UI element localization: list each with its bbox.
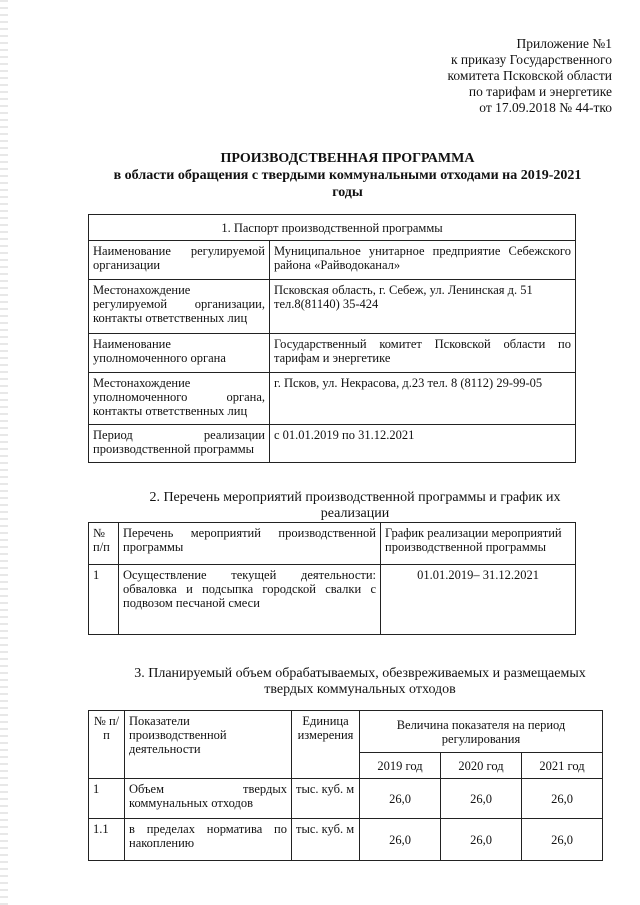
volume-indicator: в пределах норматива по накоплению — [125, 819, 292, 861]
passport-label: Наименование уполномоченного органа — [89, 334, 270, 373]
volume-header-year: 2019 год — [360, 753, 441, 779]
program-subtitle: в области обращения с твердыми коммунальными отходами на 2019-2021 — [113, 168, 582, 183]
table-row — [89, 819, 603, 861]
volume-table — [88, 710, 603, 861]
appendix-line: от 17.09.2018 № 44-тко — [479, 100, 612, 115]
program-title: ПРОИЗВОДСТВЕННАЯ ПРОГРАММА — [220, 151, 475, 166]
appendix-line: к приказу Государственного — [450, 52, 612, 67]
volume-num: 1.1 — [89, 819, 125, 861]
volume-header-year: 2021 год — [522, 753, 603, 779]
volume-header-num: № п/п — [89, 711, 125, 779]
measures-table — [88, 522, 576, 635]
passport-value: Псковская область, г. Себеж, ул. Ленинская д. 51 тел.8(81140) 35-424 — [270, 280, 576, 334]
measures-header-num: № п/п — [89, 523, 119, 565]
section-2-title — [120, 490, 590, 522]
volume-value: 26,0 — [360, 779, 441, 819]
passport-label: Местонахождение регулируемой организации, контакты ответственных лиц — [89, 280, 270, 334]
document-heading — [95, 150, 600, 201]
volume-value: 26,0 — [360, 819, 441, 861]
passport-value: Государственный комитет Псковской области по тарифам и энергетике — [270, 334, 576, 373]
appendix-line: по тарифам и энергетике — [468, 84, 612, 99]
measures-header-schedule: График реализации мероприятий производственной программы — [381, 523, 576, 565]
section-2-title-line: реализации — [320, 506, 390, 521]
measures-num: 1 — [89, 565, 119, 635]
section-3-title-line: твердых коммунальных отходов — [264, 682, 456, 697]
volume-header-year: 2020 год — [441, 753, 522, 779]
volume-header-unit: Единица измерения — [292, 711, 360, 779]
section-2-title-line: 2. Перечень мероприятий производственной программы и график их — [149, 490, 561, 505]
table-row — [89, 779, 603, 819]
program-subtitle-end: годы — [332, 185, 363, 200]
volume-value: 26,0 — [522, 819, 603, 861]
passport-value: г. Псков, ул. Некрасова, д.23 тел. 8 (8112) 29-99-05 — [270, 373, 576, 425]
passport-value: с 01.01.2019 по 31.12.2021 — [270, 425, 576, 463]
table-row — [89, 565, 576, 635]
appendix-block — [352, 36, 612, 116]
volume-unit: тыс. куб. м — [292, 819, 360, 861]
volume-value: 26,0 — [441, 819, 522, 861]
measures-name: Осуществление текущей деятельности: обваловка и подсыпка городской свалки с подвозом песчаной смеси — [119, 565, 381, 635]
passport-label: Местонахождение уполномоченного органа, контакты ответственных лиц — [89, 373, 270, 425]
passport-value: Муниципальное унитарное предприятие Себежского района «Райводоканал» — [270, 241, 576, 280]
volume-indicator: Объем твердых коммунальных отходов — [125, 779, 292, 819]
scan-edge — [0, 0, 8, 905]
measures-schedule: 01.01.2019– 31.12.2021 — [381, 565, 576, 635]
measures-header-name: Перечень мероприятий производственной программы — [119, 523, 381, 565]
volume-value: 26,0 — [522, 779, 603, 819]
passport-table — [88, 214, 576, 463]
volume-value: 26,0 — [441, 779, 522, 819]
appendix-line: комитета Псковской области — [447, 68, 612, 83]
volume-unit: тыс. куб. м — [292, 779, 360, 819]
passport-header: 1. Паспорт производственной программы — [89, 215, 576, 241]
volume-header-period: Величина показателя на период регулирования — [360, 711, 603, 753]
appendix-line: Приложение №1 — [516, 36, 612, 51]
passport-label: Наименование регулируемой организации — [89, 241, 270, 280]
passport-label: Период реализации производственной программы — [89, 425, 270, 463]
section-3-title-line: 3. Планируемый объем обрабатываемых, обезвреживаемых и размещаемых — [134, 666, 586, 681]
section-3-title — [110, 666, 610, 698]
volume-header-indicator: Показатели производственной деятельности — [125, 711, 292, 779]
volume-num: 1 — [89, 779, 125, 819]
